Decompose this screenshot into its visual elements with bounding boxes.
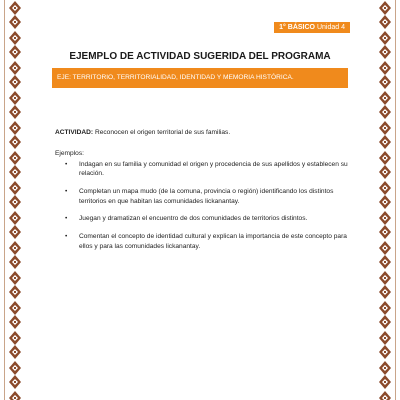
bullet-icon: • (65, 233, 68, 241)
activity-text: Reconocen el origen territorial de sus familias. (94, 129, 231, 136)
list-item (55, 214, 350, 223)
list-item (55, 232, 350, 251)
bullet-icon: • (65, 160, 68, 168)
grade-label: 1° BÁSICO (279, 24, 316, 31)
activity-content (55, 128, 350, 260)
examples-heading: Ejemplos: (55, 150, 84, 158)
list-item (55, 187, 350, 206)
activity-line (55, 128, 350, 137)
example-text: Comentan el concepto de identidad cultural y explican la importancia de este concepto para ellos y para las comunidades lickanantay. (79, 233, 347, 250)
activity-label: ACTIVIDAD: (55, 129, 94, 136)
bullet-icon: • (65, 188, 68, 196)
list-item (55, 160, 350, 179)
example-text: Indagan en su familia y comunidad el origen y procedencia de sus apellidos y establecen su relación. (79, 160, 348, 178)
page-title: EJEMPLO DE ACTIVIDAD SUGERIDA DEL PROGRAMA (69, 51, 331, 62)
examples-list (55, 160, 350, 251)
bullet-icon: • (65, 215, 68, 223)
example-text: Juegan y dramatizan el encuentro de dos comunidades de territorios distintos. (79, 215, 308, 223)
example-text: Completan un mapa mudo (de la comuna, provincia o región) identificando los distintos territorios en que habitan las comunidades lickanantay. (79, 188, 334, 205)
unit-label: Unidad 4 (316, 24, 345, 31)
axis-banner: EJE: TERRITORIO, TERRITORIALIDAD, IDENTIDAD Y MEMORIA HISTÓRICA. (52, 68, 348, 88)
unit-badge (274, 22, 350, 33)
